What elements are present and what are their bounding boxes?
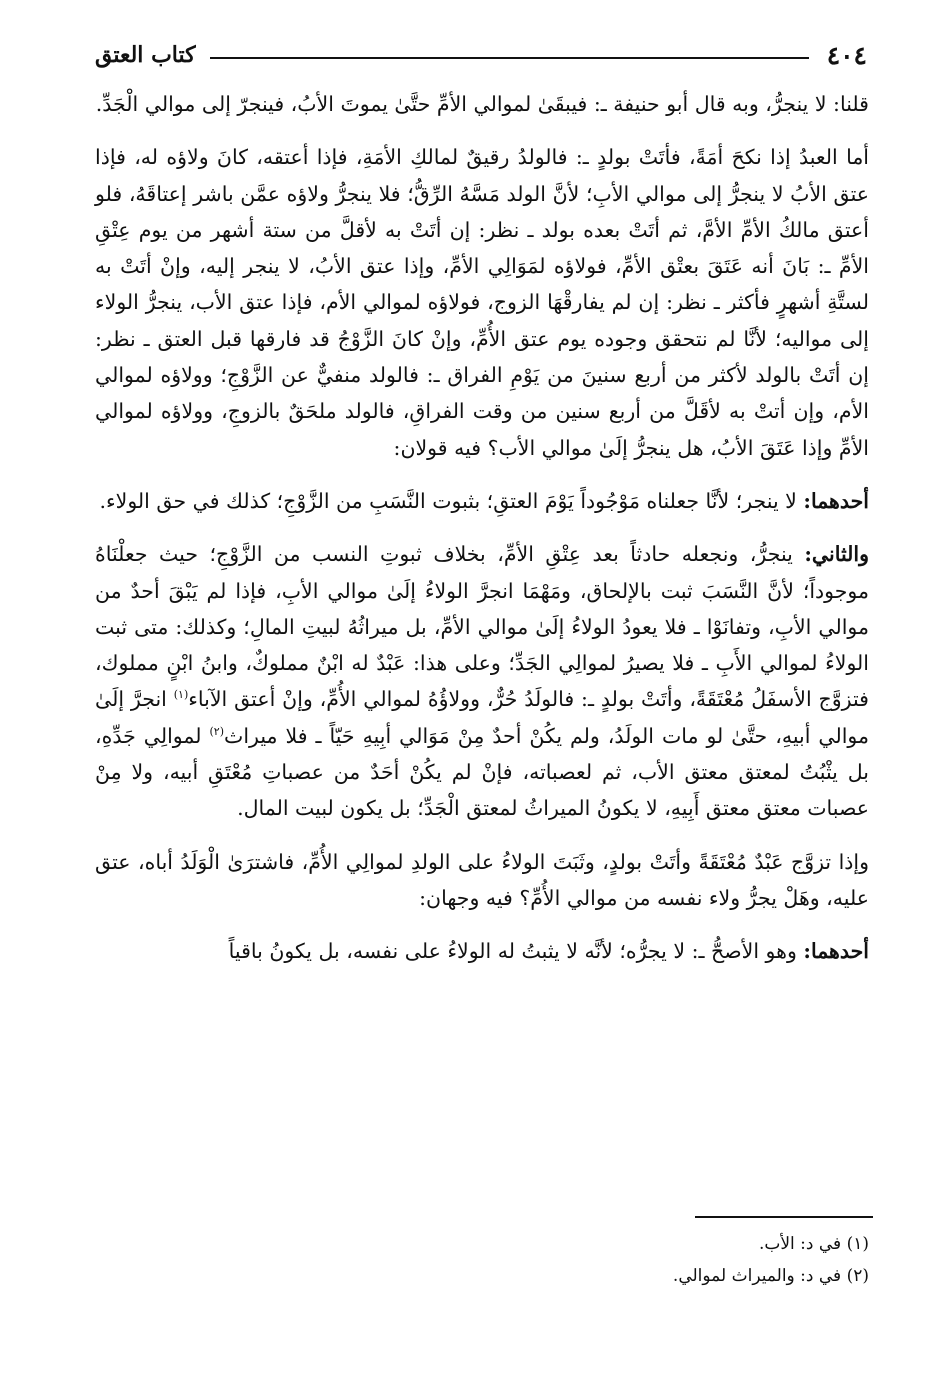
- paragraph-text: وإذا تزوَّج عَبْدٌ مُعْتَقَةً وأتَتْ بولدٍ، وثَبَتَ الولاءُ على الولدِ لموالِي الأُمِّ، فاشترَىٰ الْوَلَدُ أباه، عتق عليه، وهَلْ يجرُّ ولاء نفسه من موالي الأُمِّ؟ فيه وجهان:: [95, 849, 869, 910]
- paragraph-4: [95, 536, 869, 826]
- paragraph-text: انجرَّ إلَىٰ موالي أبيهِ، حتَّىٰ لو مات الولَدُ، ولم يكُنْ أحدٌ مِنْ مَوَالي أبِيهِ حَيّاً ـ فلا ميراث: [95, 687, 869, 748]
- paragraph-text: وهو الأصحُّ ـ: لا يجرُّه؛ لأنَّه لا يثبتُ له الولاءُ على نفسه، بل يكونُ باقياً: [228, 939, 797, 964]
- footnotes: [95, 1228, 869, 1292]
- paragraph-3: [95, 483, 869, 519]
- paragraph-lead: أحدهما:: [803, 939, 869, 964]
- paragraph-6: [95, 933, 869, 969]
- chapter-title: كتاب العتق: [95, 42, 196, 68]
- footnote-marker-2: (٢): [209, 724, 225, 738]
- footnote-marker-1: (١): [173, 688, 189, 702]
- paragraph-1: [95, 86, 869, 122]
- footnote-1: (١) في د: الأب.: [758, 1234, 869, 1254]
- header-rule: [210, 57, 809, 59]
- paragraph-5: [95, 844, 869, 917]
- body-text: [95, 86, 869, 987]
- paragraph-text: ينجرُّ، ونجعله حادثاً بعد عِتْقِ الأمِّ، بخلاف ثبوتِ النسب من الزَّوْجِ؛ حيث جعلْنَاهُ موجوداً؛ لأنَّ النَّسَبَ ثبت بالإلحاق، ومَهْمَا انجرَّ الولاءُ إلَىٰ موالي الأبِ، فإذا لم يَبْقَ أحدٌ من موالي الأبِ، وتفانَوْا ـ فلا يعودُ الولاءُ إلَىٰ موالي الأمِّ، بل ميراثُهُ لبيتِ المالِ؛ وكذلك: متى ثبت الولاءُ لموالي الأَبِ ـ فلا يصيرُ لموالِي الجَدِّ؛ وعلى هذا: عَبْدٌ له ابْنٌ مملوكٌ، وابنُ ابْنٍ مملوك، فتزوَّج الأسفَلُ مُعْتَقَةً، وأتَتْ بولدٍ ـ: فالولَدُ حُرٌّ، وولاؤُهُ لموالي الأُمِّ، وإنْ أعتق الآباء: [95, 542, 869, 712]
- footnote-separator: [695, 1216, 873, 1218]
- paragraph-2: [95, 139, 869, 466]
- paragraph-text: قلنا: لا ينجرُّ، وبه قال أبو حنيفة ـ: فيبقَىٰ لموالي الأمِّ حتَّىٰ يموتَ الأبُ، فينجرّ إلى موالي الْجَدِّ.: [95, 92, 869, 116]
- paragraph-text: لموالِي جَدِّهِ، بل يثْبُتُ لمعتق معتق الأب، ثم لعصباته، فإنْ لم يكُنْ أحَدٌ من عصباتِ مُعْتَقِ أبيه، ولا مِنْ عصبات معتق معتق أَبِيهِ، لا يكونُ الميراثُ لمعتق الْجَدِّ؛ بل يكون لبيت المال.: [95, 723, 869, 821]
- paragraph-lead: أحدهما:: [803, 488, 869, 513]
- paragraph-lead: والثاني:: [804, 542, 869, 567]
- paragraph-text: أما العبدُ إذا نكحَ أمَةً، فأتَتْ بولدٍ ـ: فالولدُ رقيقٌ لمالكِ الأمَةِ، فإذا أعتقه، كانَ ولاؤه له، فإذا عتق الأبُ لا ينجرُّ إلى موالي الأبِ؛ لأنَّ الولد مَسَّهُ الرِّقُّ؛ فلا ينجرُّ ولاؤه عمَّن باشر إعتاقَهُ، فلو أعتق مالكُ الأمِّ الأمَّ، ثم أتَتْ بعده بولد ـ نظر: إن أتَتْ به لأقلَّ من ستة أشهر من يوم عِتْقِ الأمِّ ـ: بَانَ أنه عَتَقَ بعتْق الأمِّ، فولاؤه لمَوَالِي الأمِّ، وإذا عتق الأبُ، لا ينجر إليه، وإنْ أتَتْ به لستَّةِ أشهرٍ فأكثر ـ نظر: إن لم يفارقْهَا الزوج، فولاؤه لموالي الأم، فإذا عتق الأب، ينجرُّ الولاء إلى مواليه؛ لأنَّا لم نتحقق وجوده يوم عتق الأُمِّ، وإنْ كانَ الزَّوْجُ قد فارقها قبل العتق ـ نظر: إن أتَتْ بالولد لأكثر من أربع سنينَ من يَوْمِ الفراق ـ: فالولد منفيٌّ عن الزَّوْجِ؛ وولاؤه لموالي الأم، وإن أتتْ به لأقَلَّ من أربع سنين من وقت الفراقِ، فالولد ملحَقٌ بالزوجِ، وولاؤه لموالي الأمِّ وإذا عَتَقَ الأبُ، هل ينجرُّ إلَىٰ موالي الأب؟ فيه قولان:: [95, 145, 869, 460]
- footnote-2: (٢) في د: والميراث لموالي.: [672, 1266, 869, 1286]
- page-number: ٤٠٤: [826, 40, 867, 70]
- paragraph-text: لا ينجر؛ لأنَّا جعلناه مَوْجُوداً يَوْمَ العتقِ؛ بثبوت النَّسَبِ من الزَّوْجِ؛ كذلك في حق الولاء.: [99, 488, 797, 513]
- page-header: [95, 30, 867, 80]
